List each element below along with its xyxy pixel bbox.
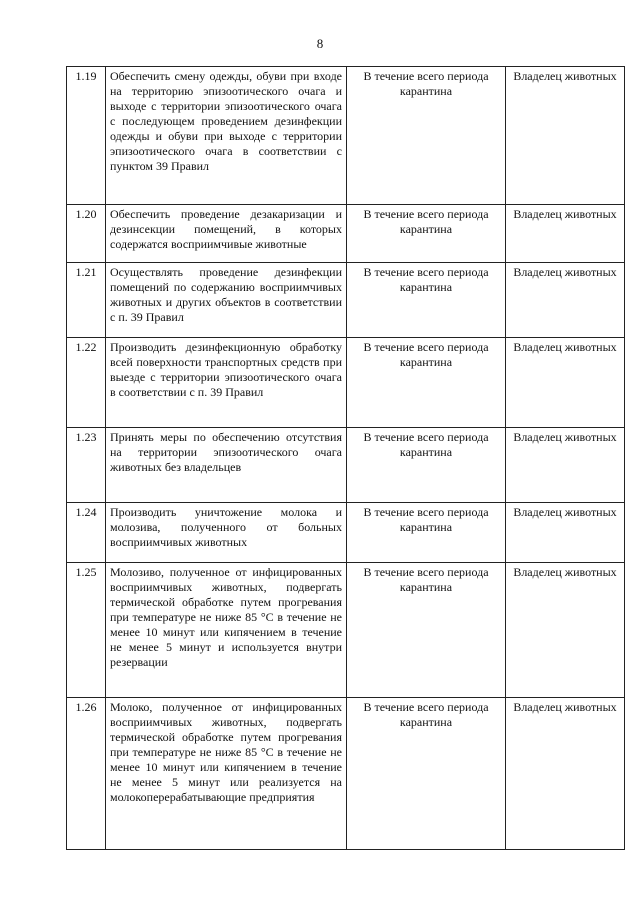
row-number: 1.23: [67, 428, 106, 503]
row-responsible: Владелец животных: [506, 67, 625, 205]
row-number: 1.22: [67, 338, 106, 428]
row-responsible: Владелец животных: [506, 428, 625, 503]
row-number: 1.19: [67, 67, 106, 205]
row-action: Обеспечить проведение дезакаризации и дезинсекции помещений, в которых содержатся восприимчивые животные: [106, 205, 347, 263]
row-responsible: Владелец животных: [506, 503, 625, 563]
row-responsible: Владелец животных: [506, 563, 625, 698]
row-term: В течение всего периода карантина: [347, 67, 506, 205]
row-action: Молозиво, полученное от инфицированных восприимчивых животных, подвергать термической обработке путем прогревания при температуре не ниже 85 °С в течение не менее 10 минут или кипячением в течение не менее 5 минут и используется внутри резервации: [106, 563, 347, 698]
row-action: Осуществлять проведение дезинфекции помещений по содержанию восприимчивых животных и других объектов в соответствии с п. 39 Правил: [106, 263, 347, 338]
row-number: 1.26: [67, 698, 106, 850]
row-action: Принять меры по обеспечению отсутствия на территории эпизоотического очага животных без владельцев: [106, 428, 347, 503]
row-action: Производить дезинфекционную обработку всей поверхности транспортных средств при выезде с территории эпизоотического очага в соответствии с п. 39 Правил: [106, 338, 347, 428]
row-responsible: Владелец животных: [506, 338, 625, 428]
row-responsible: Владелец животных: [506, 698, 625, 850]
page-number: 8: [316, 36, 324, 51]
table-row: [67, 503, 625, 563]
row-term: В течение всего периода карантина: [347, 503, 506, 563]
table-row: [67, 67, 625, 205]
table-row: [67, 263, 625, 338]
row-term: В течение всего периода карантина: [347, 428, 506, 503]
row-term: В течение всего периода карантина: [347, 698, 506, 850]
row-number: 1.24: [67, 503, 106, 563]
row-number: 1.21: [67, 263, 106, 338]
row-term: В течение всего периода карантина: [347, 338, 506, 428]
row-action: Молоко, полученное от инфицированных восприимчивых животных, подвергать термической обработке путем прогревания при температуре не ниже 85 °С в течение не менее 10 минут или кипячением в течение не менее 5 минут или реализуется на молокоперерабатывающие предприятия: [106, 698, 347, 850]
row-number: 1.25: [67, 563, 106, 698]
row-responsible: Владелец животных: [506, 205, 625, 263]
row-term: В течение всего периода карантина: [347, 205, 506, 263]
row-action: Производить уничтожение молока и молозива, полученного от больных восприимчивых животных: [106, 503, 347, 563]
table-row: [67, 563, 625, 698]
row-action: Обеспечить смену одежды, обуви при входе на территорию эпизоотического очага и выходе с территории эпизоотического очага с последующем проведением дезинфекции одежды и обуви при выходе с территории эпизоотического очага в соответствии с пунктом 39 Правил: [106, 67, 347, 205]
row-term: В течение всего периода карантина: [347, 263, 506, 338]
measures-table: [66, 66, 625, 850]
row-number: 1.20: [67, 205, 106, 263]
table-row: [67, 205, 625, 263]
table-row: [67, 428, 625, 503]
table-row: [67, 698, 625, 850]
row-term: В течение всего периода карантина: [347, 563, 506, 698]
table-row: [67, 338, 625, 428]
row-responsible: Владелец животных: [506, 263, 625, 338]
